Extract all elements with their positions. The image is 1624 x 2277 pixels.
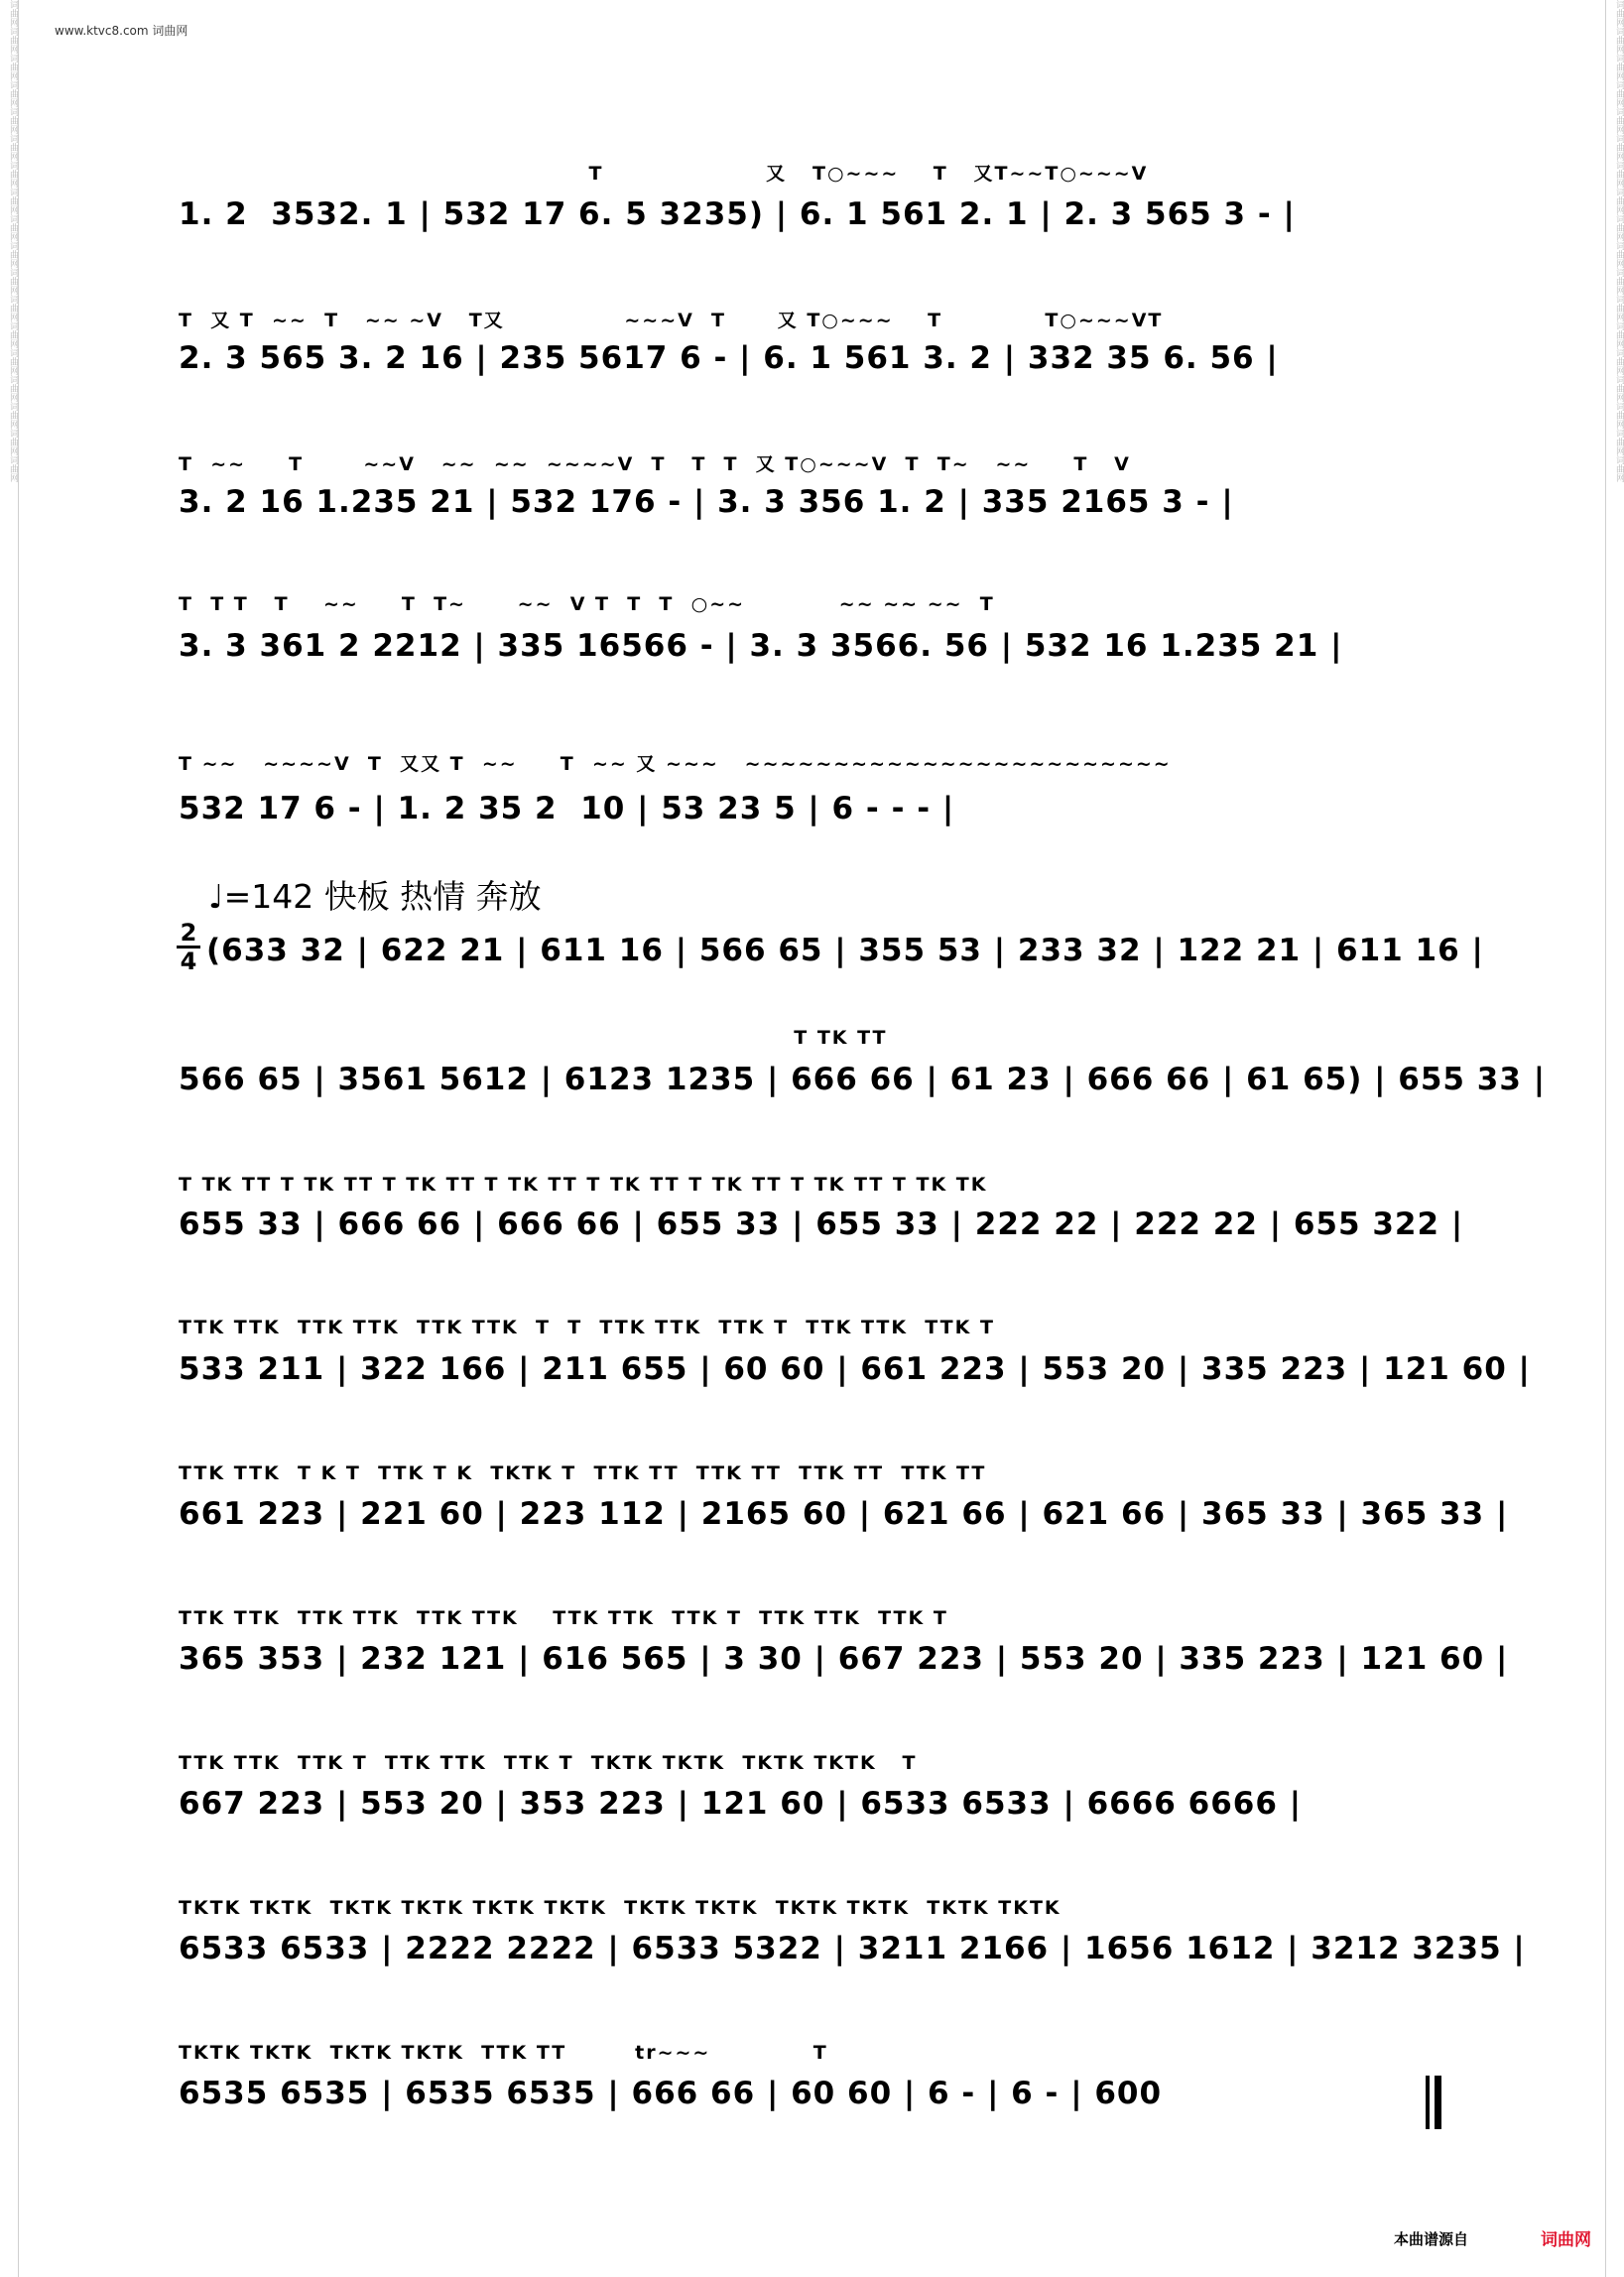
left-watermark: 词曲网词曲网词曲网词曲网词曲网词曲网词曲网词曲网词曲网词曲网词曲网词曲网词曲网词曲网词曲网词曲网词曲网词曲网 [8, 0, 18, 482]
time-signature-bottom: 4 [180, 948, 197, 975]
final-barline-thick [1435, 2076, 1441, 2129]
right-watermark: 词曲网词曲网词曲网词曲网词曲网词曲网词曲网词曲网词曲网词曲网词曲网词曲网词曲网词曲网词曲网词曲网词曲网词曲网 [1614, 0, 1624, 482]
final-barline-thin [1426, 2076, 1430, 2129]
ornament-line: T TK TT [179, 1027, 888, 1049]
score-line: 1. 2 3532. 1 | 532 17 6. 5 3235) | 6. 1 561 2. 1 | 2. 3 565 3 - | [179, 196, 1296, 232]
site-logo[interactable]: 词曲网 [1541, 2230, 1591, 2250]
score-line: 6533 6533 | 2222 2222 | 6533 5322 | 3211 2166 | 1656 1612 | 3212 3235 | [179, 1931, 1526, 1966]
ornament-line: TKTK TKTK TKTK TKTK TTK TT tr~~~ T [179, 2042, 828, 2064]
score-line: 2. 3 565 3. 2 16 | 235 5617 6 - | 6. 1 561 3. 2 | 332 35 6. 56 | [179, 340, 1279, 376]
score-line: 655 33 | 666 66 | 666 66 | 655 33 | 655 33 | 222 22 | 222 22 | 655 322 | [179, 1206, 1464, 1242]
ornament-line: T ~~ T ~~V ~~ ~~ ~~~~V T T T 又 T○~~~V T T~ ~~ T V [179, 453, 1131, 475]
tempo-marking: ♩=142 快板 热情 奔放 [208, 877, 542, 916]
ornament-line: T TK TT T TK TT T TK TT T TK TT T TK TT T TK TT T TK TT T TK TK [179, 1174, 988, 1196]
score-line: 365 353 | 232 121 | 616 565 | 3 30 | 667 223 | 553 20 | 335 223 | 121 60 | [179, 1641, 1509, 1677]
ornament-line: TTK TTK T K T TTK T K TKTK T TTK TT TTK TT TTK TT TTK TT [179, 1462, 987, 1484]
score-line: 6535 6535 | 6535 6535 | 666 66 | 60 60 | 6 - | 6 - | 600 [179, 2076, 1163, 2111]
ornament-line: T ~~ ~~~~V T 又又 T ~~ T ~~ 又 ~~~ ~~~~~~~~~~~~~~~~~~~~~~~~ [179, 753, 1172, 775]
ornament-line: TKTK TKTK TKTK TKTK TKTK TKTK TKTK TKTK TKTK TKTK TKTK TKTK [179, 1897, 1062, 1919]
score-line: (633 32 | 622 21 | 611 16 | 566 65 | 355 53 | 233 32 | 122 21 | 611 16 | [206, 933, 1484, 968]
score-line: 533 211 | 322 166 | 211 655 | 60 60 | 661 223 | 553 20 | 335 223 | 121 60 | [179, 1351, 1531, 1387]
score-line: 532 17 6 - | 1. 2 35 2 10 | 53 23 5 | 6 - - - | [179, 791, 955, 826]
time-signature [177, 921, 200, 973]
score-line: 667 223 | 553 20 | 353 223 | 121 60 | 6533 6533 | 6666 6666 | [179, 1786, 1303, 1822]
ornament-line: T 又 T ~~ T ~~ ~V T又 ~~~V T 又 T○~~~ T T○~~~VT [179, 310, 1164, 331]
source-credit: 本曲谱源自 [1394, 2230, 1469, 2248]
score-line: 661 223 | 221 60 | 223 112 | 2165 60 | 621 66 | 621 66 | 365 33 | 365 33 | [179, 1496, 1509, 1532]
ornament-line: TTK TTK TTK TTK TTK TTK T T TTK TTK TTK T TTK TTK TTK T [179, 1317, 995, 1338]
score-line: 566 65 | 3561 5612 | 6123 1235 | 666 66 | 61 23 | 666 66 | 61 65) | 655 33 | [179, 1062, 1547, 1097]
score-line: 3. 3 361 2 2212 | 335 16566 - | 3. 3 3566. 56 | 532 16 1.235 21 | [179, 628, 1343, 664]
site-header: www.ktvc8.com 词曲网 [55, 24, 188, 38]
time-signature-top: 2 [180, 919, 197, 947]
ornament-line: TTK TTK TTK T TTK TTK TTK T TKTK TKTK TKTK TKTK T [179, 1752, 918, 1774]
ornament-line: T 又 T○~~~ T 又T~~T○~~~V [179, 163, 1149, 185]
ornament-line: TTK TTK TTK TTK TTK TTK TTK TTK TTK T TTK TTK TTK T [179, 1607, 948, 1629]
ornament-line: T T T T ~~ T T~ ~~ V T T T ○~~ ~~ ~~ ~~ T [179, 593, 995, 615]
score-line: 3. 2 16 1.235 21 | 532 176 - | 3. 3 356 1. 2 | 335 2165 3 - | [179, 484, 1234, 520]
